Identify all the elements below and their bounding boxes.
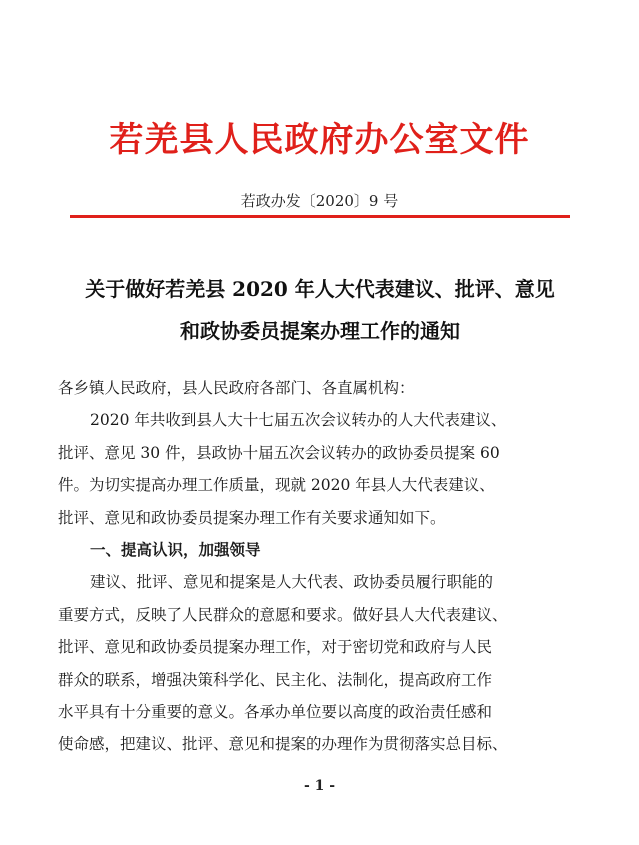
paragraph-1-line-4: 批评、意见和政协委员提案办理工作有关要求通知如下。 <box>58 508 446 527</box>
paragraph-1-line-2: 批评、意见 30 件，县政协十届五次会议转办的政协委员提案 60 <box>58 443 500 462</box>
paragraph-2-line-3: 批评、意见和政协委员提案办理工作，对于密切党和政府与人民 <box>58 638 493 657</box>
page-number: - 1 - <box>303 778 336 794</box>
document-number: 若政办发〔2020〕9 号 <box>240 192 399 210</box>
paragraph-2-line-2: 重要方式，反映了人民群众的意愿和要求。做好县人大代表建议、 <box>58 605 508 624</box>
paragraph-1-line-1: 2020 年共收到县人大十七届五次会议转办的人大代表建议、 <box>90 411 507 430</box>
notice-title <box>40 268 600 352</box>
paragraph-2-line-4: 群众的联系，增强决策科学化、民主化、法制化，提高政府工作 <box>58 670 493 689</box>
section-1-heading: 一、提高认识，加强领导 <box>90 541 261 560</box>
notice-title-line-1: 关于做好若羌县 2020 年人大代表建议、批评、意见 <box>85 277 555 301</box>
paragraph-2-line-5: 水平具有十分重要的意义。各承办单位要以高度的政治责任感和 <box>58 703 493 722</box>
header-red-rule <box>70 215 570 218</box>
paragraph-2-line-1: 建议、批评、意见和提案是人大代表、政协委员履行职能的 <box>90 573 494 592</box>
document-header-title: 若羌县人民政府办公室文件 <box>109 120 530 160</box>
paragraph-1-line-3: 件。为切实提高办理工作质量，现就 2020 年县人大代表建议、 <box>58 476 495 495</box>
document-body <box>58 372 590 761</box>
notice-title-line-2: 和政协委员提案办理工作的通知 <box>180 319 460 343</box>
salutation: 各乡镇人民政府，县人民政府各部门、各直属机构： <box>58 379 415 397</box>
paragraph-2-line-6: 使命感，把建议、批评、意见和提案的办理作为贯彻落实总目标、 <box>58 735 508 754</box>
